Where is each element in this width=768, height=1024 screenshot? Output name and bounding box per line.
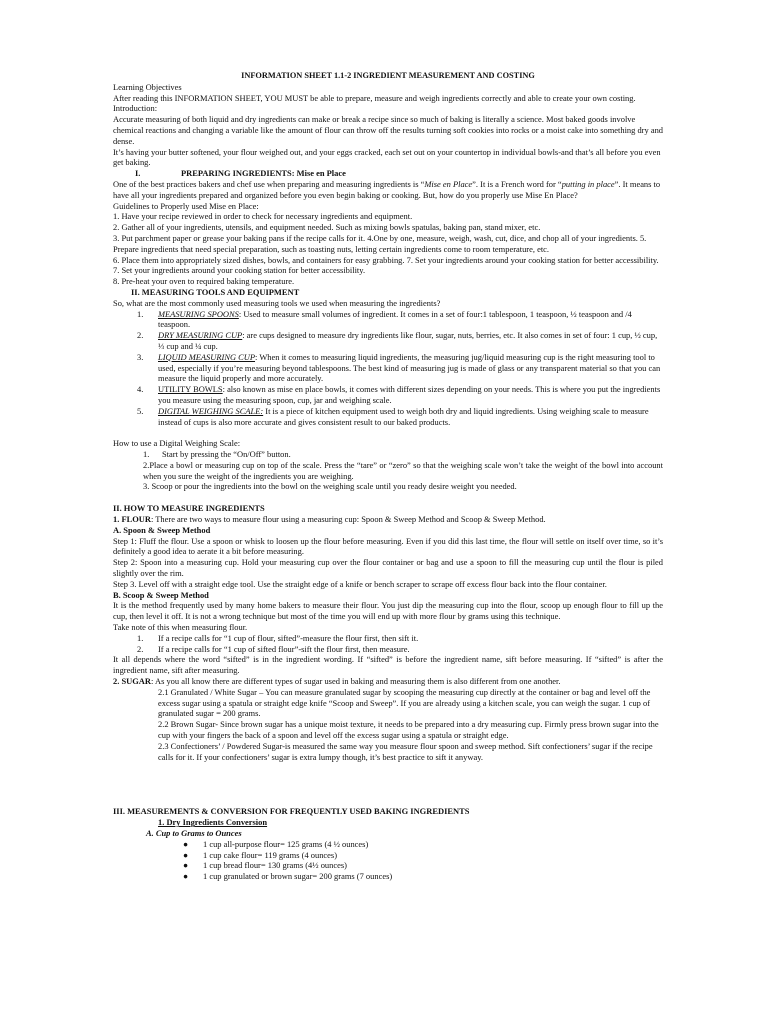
- learning-objectives-text: After reading this INFORMATION SHEET, YOU MUST be able to prepare, measure and weigh ingredients correctly and able to create your own costing.: [113, 92, 636, 103]
- sugar-paragraph: [113, 676, 663, 687]
- section-3-heading: II. HOW TO MEASURE INGREDIENTS: [113, 503, 265, 514]
- section-1-heading: [135, 168, 663, 179]
- tool-item: [113, 406, 663, 428]
- flour-note-list: [113, 633, 663, 655]
- sugar-item: 2.1 Granulated / White Sugar – You can measure granulated sugar by scooping the measuring cup directly at the container or bag and level off the excess sugar using a spatula or straight edge knife “Scoop and Sweep”. If you are already using a kitchen scale, you can weigh the sugar. 1 cup of granulated sugar = 200 grams.: [158, 686, 651, 719]
- sifted-paragraph: It all depends where the word “sifted” is in the ingredient wording. If “sifted” is before the ingredient name, sift before measuring. If “sifted” is after the ingredient name, sift after measuring.: [113, 654, 663, 676]
- list-number: 2.: [137, 330, 144, 341]
- guideline-step: 6. Place them into appropriately sized dishes, bowls, and containers for easy grabbing. 7. Set your ingredients around your cooking station for better accessibility.: [113, 254, 659, 265]
- list-number: 2.: [137, 643, 144, 654]
- tool-description: It is a piece of kitchen equipment used to weigh both dry and liquid ingredients. Using weighing scale to measure instead of cups is also more accurate and gives consistent result to our baked products.: [158, 405, 649, 427]
- text-run: ”. It is a French word for “: [472, 178, 562, 189]
- sugar-label: 2. SUGAR: [113, 676, 151, 687]
- howto-label: How to use a Digital Weighing Scale:: [113, 438, 241, 449]
- conversion-text: 1 cup cake flour= 119 grams (4 ounces): [203, 849, 338, 860]
- guideline-step: 7. Set your ingredients around your cooking station for better accessibility.: [113, 265, 366, 276]
- tool-name: MEASURING SPOONS: [158, 308, 239, 319]
- learning-objectives-label: Learning Objectives: [113, 81, 182, 92]
- flour-paragraph: [113, 514, 663, 525]
- tool-name: DRY MEASURING CUP: [158, 330, 243, 341]
- intro-paragraph-2: It’s having your butter softened, your flour weighed out, and your eggs cracked, each set out on your countertop in individual bowls-and that’s all before you even get baking.: [113, 146, 661, 168]
- sugar-item: 2.3 Confectioners’ / Powdered Sugar-is measured the same way you measure flour spoon and sweep method. Sift confectioners’ sugar if the recipe calls for it. If your confectioners’ sugar is extra lumpy though, it’s best practice to sift it anyway.: [158, 740, 653, 762]
- guideline-step: 1. Have your recipe reviewed in order to check for necessary ingredients and equipment.: [113, 211, 413, 222]
- cup-grams-heading: A. Cup to Grams to Ounces: [146, 828, 242, 838]
- note-item: [113, 644, 663, 655]
- document-page: [113, 71, 663, 882]
- mise-en-place-paragraph: [113, 179, 663, 201]
- flour-note-label: Take note of this when measuring flour.: [113, 622, 248, 633]
- spacer: [113, 427, 663, 438]
- section-2-intro: So, what are the most commonly used measuring tools we used when measuring the ingredients?: [113, 297, 441, 308]
- text-run: One of the best practices bakers and chef use when preparing and measuring ingredients is “: [113, 178, 425, 189]
- dry-conversion-heading: 1. Dry Ingredients Conversion: [158, 817, 268, 828]
- conversion-item: [113, 839, 663, 850]
- guideline-step: 2. Gather all of your ingredients, utensils, and equipment needed. Such as mixing bowls spatulas, baking pan, stand mixer, etc.: [113, 222, 541, 233]
- tools-list: [113, 309, 663, 428]
- tool-item: [113, 309, 663, 331]
- section-2-heading: II. MEASURING TOOLS AND EQUIPMENT: [131, 286, 300, 297]
- conversion-item: [113, 860, 663, 871]
- section-1-title: PREPARING INGREDIENTS: Mise en Place: [181, 168, 346, 179]
- tool-name: UTILITY BOWLS: [158, 384, 223, 395]
- tool-description: : When it comes to measuring liquid ingredients, the measuring jug/liquid measuring cup is the right measuring tool to used, especially if you’re measuring beyond tablespoons. The best kind of measuring jug is made of glass or any transparent material so that you can measure the liquid properly and more accurately.: [158, 351, 661, 384]
- conversion-item: [113, 850, 663, 861]
- sugar-text: : As you all know there are different types of sugar used in baking and measuring them is also different from one another.: [150, 676, 561, 687]
- document-title: INFORMATION SHEET 1.1-2 INGREDIENT MEASUREMENT AND COSTING: [241, 71, 535, 80]
- howto-step: 1. Start by pressing the “On/Off” button.: [143, 449, 291, 460]
- section-1-number: I.: [135, 168, 141, 179]
- text-run-italic: Mise en Place: [424, 178, 473, 189]
- bullet-icon: ●: [183, 849, 189, 860]
- flour-label: 1. FLOUR: [113, 514, 151, 525]
- bullet-icon: ●: [183, 838, 189, 849]
- tool-description: : also known as mise en place bowls, it comes with different sizes depending on your needs. This is where you put the ingredients you measure using the measuring spoon, cup, jar and weighing scale.: [158, 384, 661, 405]
- tool-item: [113, 330, 663, 352]
- spacer: [113, 762, 663, 806]
- conversion-text: 1 cup all-purpose flour= 125 grams (4 ½ ounces): [203, 838, 369, 849]
- text-run: ”. It means to have all your ingredients prepared and organized before you even begin baking or cooking. But, how do you properly use Mise En Place?: [113, 178, 661, 200]
- note-text: If a recipe calls for “1 cup of flour, sifted”-measure the flour first, then sift it.: [158, 632, 419, 643]
- list-number: 1.: [137, 632, 144, 643]
- howto-step: 3. Scoop or pour the ingredients into the bowl on the weighing scale until you ready desire weight you needed.: [143, 481, 517, 492]
- spoon-sweep-step: Step 3. Level off with a straight edge tool. Use the straight edge of a knife or bench scraper to scrape off excess flour back into the flour container.: [113, 578, 607, 589]
- intro-paragraph-1: Accurate measuring of both liquid and dry ingredients can make or break a recipe since so much of baking is literally a science. Most baked goods involve chemical reactions and changing a variable like the amount of flour can throw off the results turning soft cookies into rocks or a moist cake into something dry and dense.: [113, 114, 664, 146]
- note-text: If a recipe calls for “1 cup of sifted flour”-sift the flour first, then measure.: [158, 643, 410, 654]
- note-item: [113, 633, 663, 644]
- tool-item: [113, 384, 663, 406]
- tool-description: : Used to measure small volumes of ingredient. It comes in a set of four:1 tablespoon, 1 teaspoon, ½ teaspoon and /4 teaspoon.: [158, 308, 632, 330]
- bullet-icon: ●: [183, 871, 189, 882]
- list-number: 3.: [137, 351, 144, 362]
- guideline-step: 8. Pre-heat your oven to required baking temperature.: [113, 276, 295, 287]
- introduction-label: Introduction:: [113, 103, 158, 114]
- tool-description: : are cups designed to measure dry ingredients like flour, sugar, nuts, berries, etc. It also comes in set of four: 1 cup, ½ cup, ⅓ cup and ¼ cup.: [158, 330, 658, 351]
- tool-name: DIGITAL WEIGHING SCALE:: [158, 405, 264, 416]
- sugar-item: 2.2 Brown Sugar- Since brown sugar has a unique moist texture, it needs to be prepared into a dry measuring cup. Firmly press brown sugar into the cup with your fingers the back of a spoon and level off the excess sugar using a spatula or straight edge.: [158, 719, 659, 741]
- howto-step: 2.Place a bowl or measuring cup on top of the scale. Press the “tare” or “zero” so that the weighing scale won’t take the weight of the bowl into account when you sure the weight of the ingredients you are weighing.: [143, 459, 663, 481]
- tool-name: LIQUID MEASURING CUP: [158, 351, 256, 362]
- guidelines-label: Guidelines to Properly used Mise en Place:: [113, 200, 259, 211]
- spoon-sweep-step: Step 2: Spoon into a measuring cup. Hold your measuring cup over the flour container or bag and use a spoon to fill the measuring cup until the flour is piled slightly over the rim.: [113, 557, 663, 579]
- section-4-heading: III. MEASUREMENTS & CONVERSION FOR FREQUENTLY USED BAKING INGREDIENTS: [113, 806, 470, 817]
- guideline-step: 3. Put parchment paper or grease your baking pans if the recipe calls for it. 4.One by one, measure, weigh, wash, cut, dice, and chop all of your ingredients. 5. Prepare ingredients that need special preparation, such as toasting nuts, letting certain ingredients come to room temperature, etc.: [113, 232, 647, 254]
- conversion-text: 1 cup granulated or brown sugar= 200 grams (7 ounces): [203, 871, 393, 882]
- scoop-sweep-heading: B. Scoop & Sweep Method: [113, 589, 209, 600]
- spoon-sweep-heading: A. Spoon & Sweep Method: [113, 524, 211, 535]
- flour-text: : There are two ways to measure flour using a measuring cup: Spoon & Sweep Method and Scoop & Sweep Method.: [150, 514, 546, 525]
- conversion-text: 1 cup bread flour= 130 grams (4½ ounces): [203, 860, 347, 871]
- tool-item: [113, 352, 663, 384]
- list-number: 5.: [137, 405, 144, 416]
- list-number: 1.: [137, 308, 144, 319]
- scoop-sweep-text: It is the method frequently used by many home bakers to measure their flour. You just dip the measuring cup into the flour, scoop up enough flour to fill up the cup, then level it off. It is not a wrong technique but most of the time you will end up with more flour by grams using this technique.: [113, 600, 663, 622]
- list-number: 4.: [137, 384, 144, 395]
- spacer: [113, 492, 663, 503]
- bullet-icon: ●: [183, 860, 189, 871]
- spoon-sweep-step: Step 1: Fluff the flour. Use a spoon or whisk to loosen up the flour before measuring. Even if you did this last time, the flour will settle on itself over time, so it’s definitely a good idea to aerate it a bit before measuring.: [113, 535, 663, 557]
- conversion-item: [113, 871, 663, 882]
- text-run-italic: putting in place: [561, 178, 615, 189]
